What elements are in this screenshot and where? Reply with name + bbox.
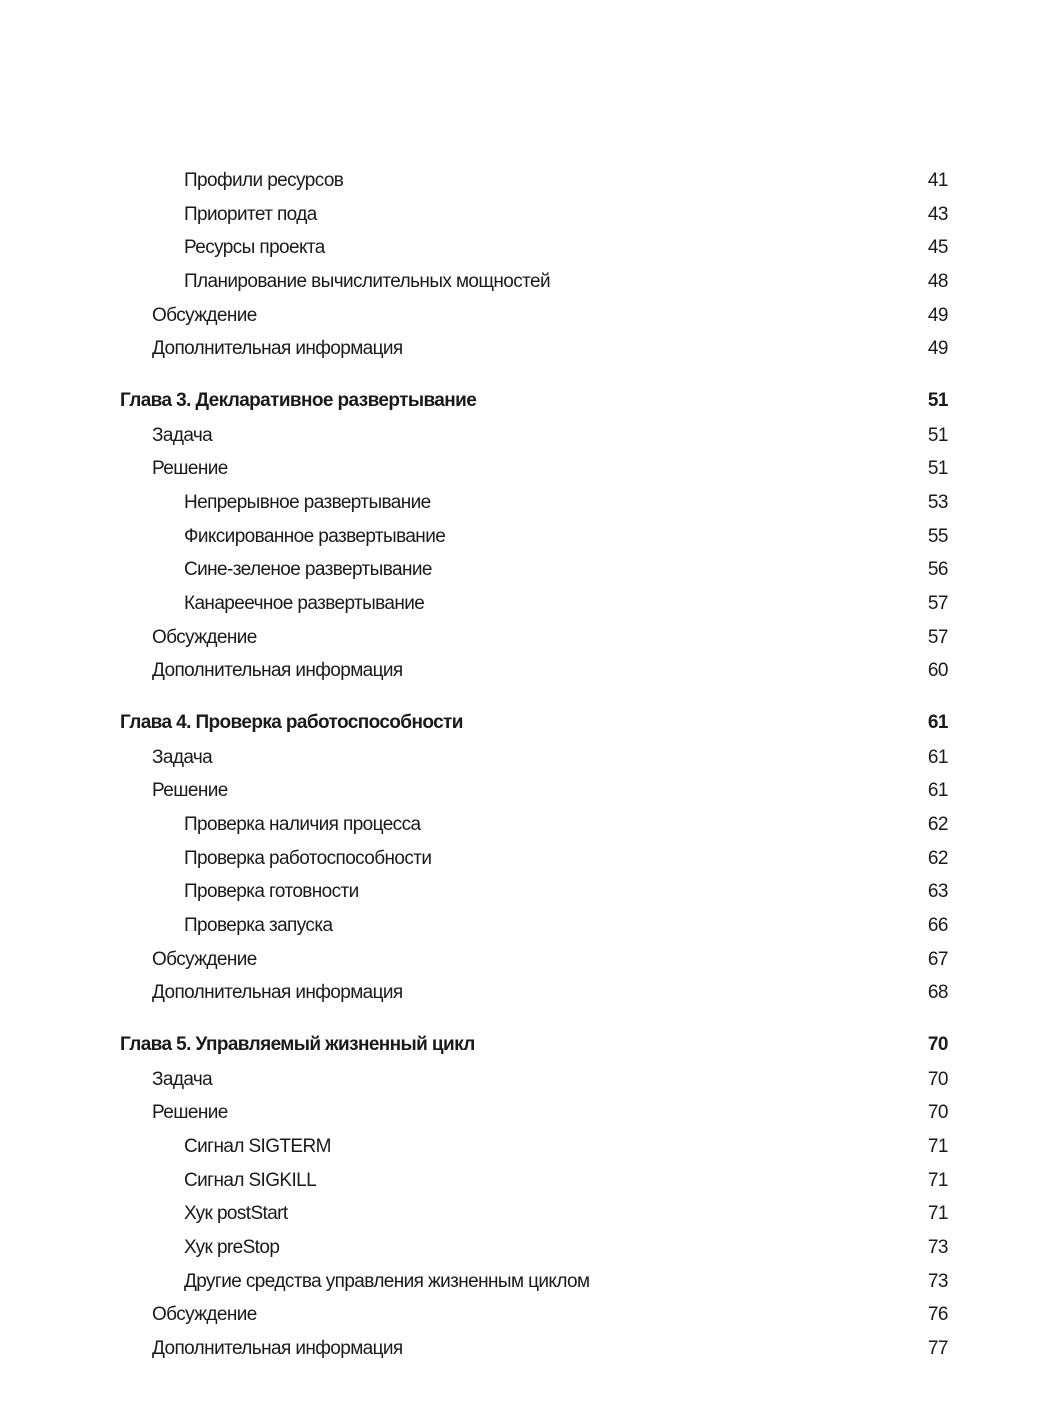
- dot-leader: [290, 1200, 926, 1219]
- toc-entry-page-number: 48: [927, 271, 948, 293]
- dot-leader: [361, 878, 926, 897]
- toc-entry-title: Проверка работоспособности: [184, 847, 432, 869]
- dot-leader: [230, 1099, 926, 1118]
- toc-entry-title: Задача: [152, 424, 213, 446]
- toc-entry-page-number: 41: [927, 170, 948, 191]
- dot-leader: [434, 556, 926, 575]
- toc-entry-title: Непрерывное развертывание: [184, 492, 431, 513]
- dot-leader: [478, 387, 926, 406]
- dot-leader: [259, 302, 926, 321]
- toc-entry-page-number: 73: [927, 1237, 948, 1259]
- toc-section-entry[interactable]: [0, 774, 948, 808]
- toc-entry-page-number: 61: [927, 711, 948, 733]
- table-of-contents: [0, 164, 1057, 1366]
- toc-entry-page-number: 49: [927, 304, 948, 326]
- toc-entry-page-number: 71: [927, 1136, 948, 1157]
- toc-entry-page-number: 57: [927, 626, 948, 648]
- toc-subsection-entry[interactable]: [0, 808, 948, 842]
- toc-subsection-entry[interactable]: [0, 1130, 948, 1164]
- toc-entry-page-number: 67: [927, 948, 948, 970]
- toc-section-entry[interactable]: [0, 299, 948, 333]
- toc-subsection-entry[interactable]: [0, 1231, 948, 1265]
- dot-leader: [405, 979, 926, 998]
- toc-entry-title: Проверка готовности: [184, 881, 359, 903]
- toc-entry-title: Хук postStart: [184, 1203, 288, 1225]
- dot-leader: [319, 201, 926, 220]
- toc-entry-page-number: 51: [927, 389, 948, 411]
- toc-entry-page-number: 66: [927, 915, 948, 937]
- dot-leader: [477, 1031, 926, 1050]
- dot-leader: [591, 1268, 925, 1287]
- dot-leader: [433, 845, 925, 864]
- toc-entry-title: Канареечное развертывание: [184, 593, 425, 615]
- toc-entry-title: Обсуждение: [152, 304, 257, 326]
- dot-leader: [281, 1234, 926, 1253]
- toc-entry-page-number: 57: [927, 593, 948, 615]
- toc-entry-page-number: 62: [927, 847, 948, 869]
- toc-entry-title: Профили ресурсов: [184, 170, 344, 191]
- toc-section-entry[interactable]: [0, 1096, 948, 1130]
- toc-entry-page-number: 71: [927, 1203, 948, 1225]
- toc-entry-page-number: 63: [927, 881, 948, 903]
- toc-section-entry[interactable]: [0, 332, 948, 366]
- toc-entry-title: Планирование вычислительных мощностей: [184, 271, 551, 293]
- toc-section-entry[interactable]: [0, 943, 948, 977]
- toc-entry-page-number: 45: [927, 237, 948, 259]
- toc-section-entry[interactable]: [0, 621, 948, 655]
- toc-entry-page-number: 76: [927, 1304, 948, 1326]
- dot-leader: [259, 946, 926, 965]
- toc-entry-title: Дополнительная информация: [152, 1338, 403, 1360]
- toc-section-entry[interactable]: [0, 976, 948, 1010]
- dot-leader: [230, 777, 926, 796]
- toc-subsection-entry[interactable]: [0, 842, 948, 876]
- toc-entry-title: Решение: [152, 1102, 228, 1124]
- toc-entry-page-number: 70: [927, 1068, 948, 1090]
- dot-leader: [334, 912, 925, 931]
- toc-subsection-entry[interactable]: [0, 520, 948, 554]
- toc-entry-title: Проверка наличия процесса: [184, 814, 421, 835]
- dot-leader: [405, 657, 926, 676]
- toc-entry-title: Сигнал SIGTERM: [184, 1136, 331, 1157]
- toc-subsection-entry[interactable]: [0, 909, 948, 943]
- dot-leader: [318, 1167, 926, 1186]
- toc-subsection-entry[interactable]: [0, 1265, 948, 1299]
- dot-leader: [422, 811, 925, 830]
- toc-subsection-entry[interactable]: [0, 198, 948, 232]
- toc-subsection-entry[interactable]: [0, 875, 948, 909]
- toc-subsection-entry[interactable]: [0, 587, 948, 621]
- toc-entry-title: Фиксированное развертывание: [184, 525, 446, 547]
- dot-leader: [214, 422, 926, 441]
- dot-leader: [259, 1301, 926, 1320]
- toc-entry-title: Глава 5. Управляемый жизненный цикл: [120, 1033, 475, 1055]
- toc-entry-title: Хук preStop: [184, 1237, 280, 1259]
- dot-leader: [405, 1335, 926, 1354]
- toc-entry-page-number: 73: [927, 1270, 948, 1292]
- toc-section-entry[interactable]: [0, 1063, 948, 1097]
- toc-entry-page-number: 70: [927, 1033, 948, 1055]
- toc-entry-title: Решение: [152, 780, 228, 802]
- toc-chapter-heading[interactable]: [0, 1026, 948, 1063]
- dot-leader: [447, 523, 926, 542]
- toc-entry-title: Дополнительная информация: [152, 338, 403, 360]
- toc-entry-page-number: 51: [927, 424, 948, 446]
- toc-section-entry[interactable]: [0, 1332, 948, 1366]
- dot-leader: [552, 268, 926, 287]
- toc-entry-title: Глава 3. Декларативное развертывание: [120, 389, 477, 411]
- toc-subsection-entry[interactable]: [0, 231, 948, 265]
- toc-section-entry[interactable]: [0, 1298, 948, 1332]
- toc-entry-title: Сигнал SIGKILL: [184, 1169, 317, 1191]
- toc-entry-page-number: 62: [927, 814, 948, 835]
- toc-entry-page-number: 61: [927, 780, 948, 802]
- toc-entry-title: Другие средства управления жизненным циклом: [184, 1270, 590, 1292]
- dot-leader: [345, 167, 926, 186]
- toc-section-entry[interactable]: [0, 452, 948, 486]
- dot-leader: [327, 234, 926, 253]
- toc-entry-title: Дополнительная информация: [152, 982, 403, 1004]
- toc-section-entry[interactable]: [0, 741, 948, 775]
- dot-leader: [465, 709, 926, 728]
- dot-leader: [214, 744, 926, 763]
- toc-entry-page-number: 61: [927, 746, 948, 768]
- toc-entry-title: Глава 4. Проверка работоспособности: [120, 711, 463, 733]
- toc-entry-title: Обсуждение: [152, 1304, 257, 1326]
- toc-entry-title: Задача: [152, 1068, 213, 1090]
- toc-chapter-heading[interactable]: [0, 704, 948, 741]
- dot-leader: [433, 489, 926, 508]
- toc-subsection-entry[interactable]: [0, 164, 948, 198]
- toc-entry-page-number: 51: [927, 458, 948, 480]
- toc-entry-title: Обсуждение: [152, 626, 257, 648]
- toc-entry-page-number: 70: [927, 1102, 948, 1124]
- toc-subsection-entry[interactable]: [0, 265, 948, 299]
- toc-subsection-entry[interactable]: [0, 486, 948, 520]
- toc-entry-title: Обсуждение: [152, 948, 257, 970]
- toc-entry-title: Задача: [152, 746, 213, 768]
- toc-entry-page-number: 60: [927, 660, 948, 682]
- toc-entry-page-number: 77: [927, 1338, 948, 1360]
- toc-subsection-entry[interactable]: [0, 553, 948, 587]
- toc-subsection-entry[interactable]: [0, 1164, 948, 1198]
- toc-section-entry[interactable]: [0, 654, 948, 688]
- dot-leader: [214, 1066, 926, 1085]
- toc-entry-title: Сине-зеленое развертывание: [184, 559, 432, 581]
- toc-entry-page-number: 49: [927, 338, 948, 360]
- toc-section-entry[interactable]: [0, 419, 948, 453]
- dot-leader: [230, 455, 926, 474]
- toc-entry-page-number: 71: [927, 1169, 948, 1191]
- dot-leader: [426, 590, 926, 609]
- dot-leader: [333, 1133, 926, 1152]
- dot-leader: [259, 624, 926, 643]
- toc-entry-title: Дополнительная информация: [152, 660, 403, 682]
- toc-entry-page-number: 68: [927, 982, 948, 1004]
- toc-entry-title: Решение: [152, 458, 228, 480]
- toc-entry-page-number: 56: [927, 559, 948, 581]
- toc-chapter-heading[interactable]: [0, 382, 948, 419]
- toc-entry-title: Приоритет пода: [184, 203, 317, 225]
- toc-entry-title: Проверка запуска: [184, 915, 333, 937]
- toc-entry-title: Ресурсы проекта: [184, 237, 325, 259]
- toc-subsection-entry[interactable]: [0, 1197, 948, 1231]
- dot-leader: [405, 335, 926, 354]
- toc-entry-page-number: 55: [927, 525, 948, 547]
- toc-entry-page-number: 53: [927, 492, 948, 513]
- toc-entry-page-number: 43: [927, 203, 948, 225]
